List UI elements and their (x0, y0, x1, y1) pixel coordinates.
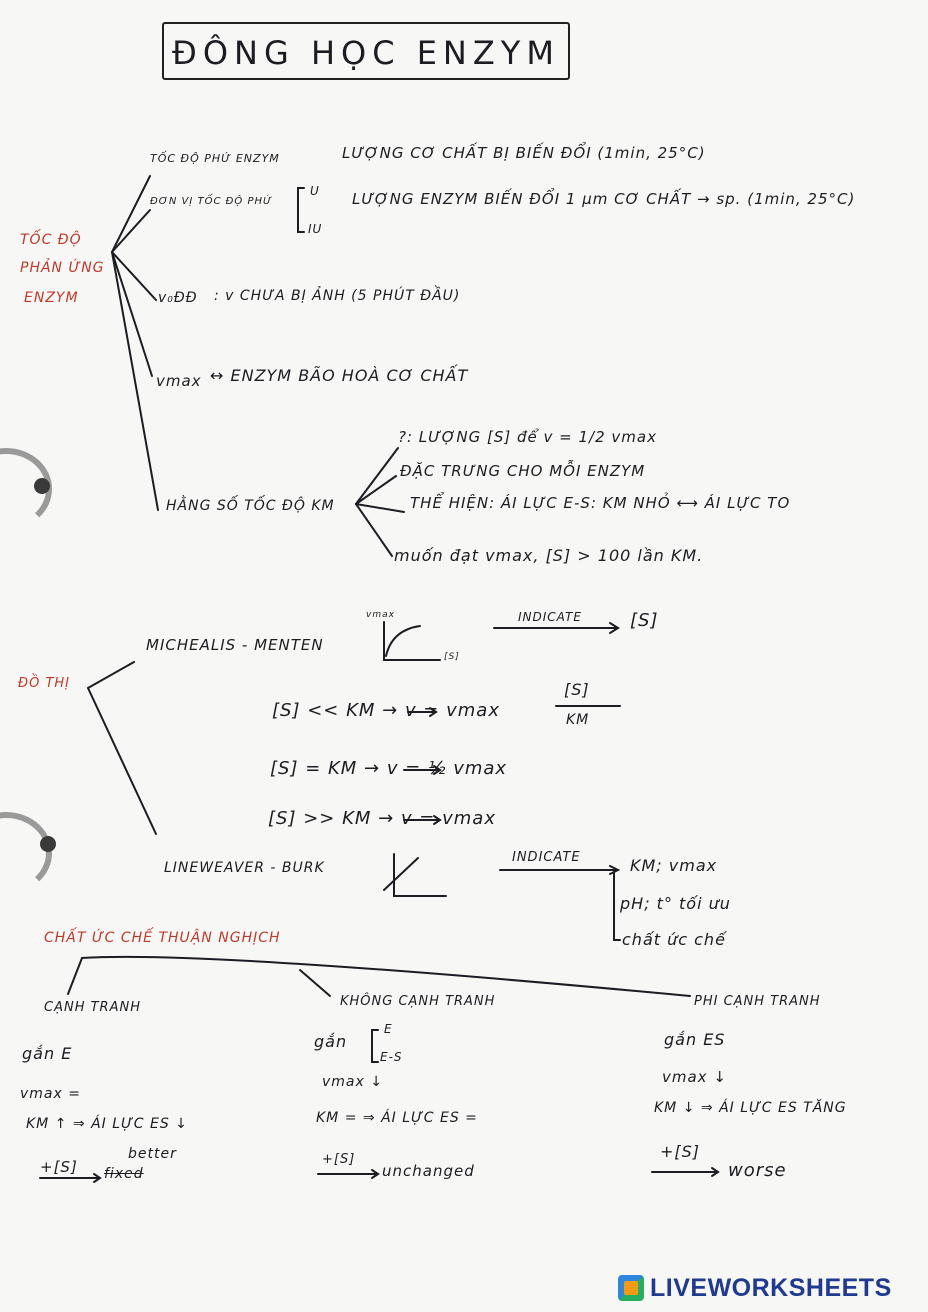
v0-label: v₀ĐĐ (158, 290, 198, 306)
km-label: HẰNG SỐ TỐC ĐỘ KM (166, 498, 335, 514)
inhibitor-root-label: CHẤT ỨC CHẾ THUẬN NGHỊCH (44, 930, 281, 946)
unit-bracket-top: U (310, 184, 320, 198)
mm-indicate-label: INDICATE (518, 610, 582, 624)
noncompetitive-add-s: +[S] (322, 1152, 356, 1167)
rate-def-label: TỐC ĐỘ PHỨ ENZYM (150, 152, 280, 165)
noncompetitive-vmax: vmax ↓ (322, 1074, 383, 1090)
noncompetitive-binds: gắn (314, 1032, 348, 1051)
liveworksheets-logo (618, 1272, 892, 1304)
competitive-effect-struck: fixed (104, 1166, 144, 1182)
rate-root-label-3: ENZYM (24, 290, 79, 306)
unit-bracket-bottom: IU (308, 222, 323, 236)
uncompetitive-km: KM ↓ ⇒ ÁI LỰC ES TĂNG (654, 1100, 847, 1116)
competitive-km: KM ↑ ⇒ ÁI LỰC ES ↓ (26, 1116, 188, 1132)
mm-eq1-denominator: KM (566, 712, 590, 728)
noncompetitive-bracket-bottom: E-S (380, 1050, 403, 1064)
mm-eq3: [S] >> KM → v = vmax (268, 808, 496, 829)
uncompetitive-add-s: +[S] (660, 1142, 701, 1161)
competitive-effect: better (128, 1146, 177, 1162)
graph-root-label: ĐỒ THỊ (18, 676, 70, 691)
v0-text: : v CHƯA BỊ ẢNH (5 PHÚT ĐẦU) (214, 288, 461, 304)
mm-indicate-target: [S] (630, 610, 659, 631)
competitive-name: CẠNH TRANH (44, 1000, 141, 1015)
unit-label: ĐƠN VỊ TỐC ĐỘ PHỨ (150, 196, 273, 207)
liveworksheets-logo-text: LIVEWORKSHEETS (650, 1273, 892, 1302)
noncompetitive-bracket-top: E (384, 1022, 393, 1036)
competitive-vmax: vmax = (20, 1086, 81, 1102)
lb-indicate-label: INDICATE (512, 850, 581, 865)
noncompetitive-km: KM = ⇒ ÁI LỰC ES = (316, 1110, 478, 1126)
noncompetitive-name: KHÔNG CẠNH TRANH (340, 994, 496, 1009)
liveworksheets-logo-icon (618, 1275, 644, 1301)
km-item-1: ?: LƯỢNG [S] để v = 1/2 vmax (398, 428, 657, 446)
competitive-binds: gắn E (22, 1044, 73, 1063)
lb-target-1: KM; vmax (630, 856, 718, 875)
uncompetitive-vmax: vmax ↓ (662, 1068, 727, 1086)
rate-root-label-1: TỐC ĐỘ (20, 232, 82, 248)
uncompetitive-binds: gắn ES (664, 1030, 726, 1049)
vmax-text: ↔ ENZYM BÃO HOÀ CƠ CHẤT (210, 366, 469, 385)
page-title: ĐÔNG HỌC ENZYM (172, 34, 560, 72)
uncompetitive-effect: worse (728, 1160, 787, 1181)
rate-root-label-2: PHẢN ỨNG (20, 260, 105, 276)
competitive-add-s: +[S] (40, 1158, 78, 1176)
unit-text: LƯỢNG ENZYM BIẾN ĐỔI 1 μm CƠ CHẤT → sp. (1min, 25°C) (352, 190, 856, 208)
lb-label: LINEWEAVER - BURK (164, 860, 325, 876)
vmax-label: vmax (156, 372, 202, 390)
noncompetitive-effect: unchanged (382, 1162, 475, 1180)
mm-eq1-numerator: [S] (564, 680, 590, 699)
km-item-3: THỂ HIỆN: ÁI LỰC E-S: KM NHỎ ⟷ ÁI LỰC TO (410, 494, 791, 512)
mm-graph-x-label: [S] (444, 652, 460, 662)
mm-eq1: [S] << KM → v = vmax (272, 700, 500, 721)
lb-target-3: chất ức chế (622, 930, 726, 949)
title-box (162, 22, 570, 80)
km-item-4: muốn đạt vmax, [S] > 100 lần KM. (394, 546, 704, 565)
mm-label: MICHEALIS - MENTEN (146, 636, 324, 654)
mm-graph-y-label: vmax (366, 610, 395, 620)
km-item-2: ĐẶC TRƯNG CHO MỖI ENZYM (400, 462, 646, 480)
uncompetitive-name: PHI CẠNH TRANH (694, 994, 821, 1009)
rate-def-text: LƯỢNG CƠ CHẤT BỊ BIẾN ĐỔI (1min, 25°C) (342, 144, 706, 162)
mm-eq2: [S] = KM → v = ½ vmax (270, 758, 508, 779)
lb-target-2: pH; t° tối ưu (620, 894, 731, 913)
